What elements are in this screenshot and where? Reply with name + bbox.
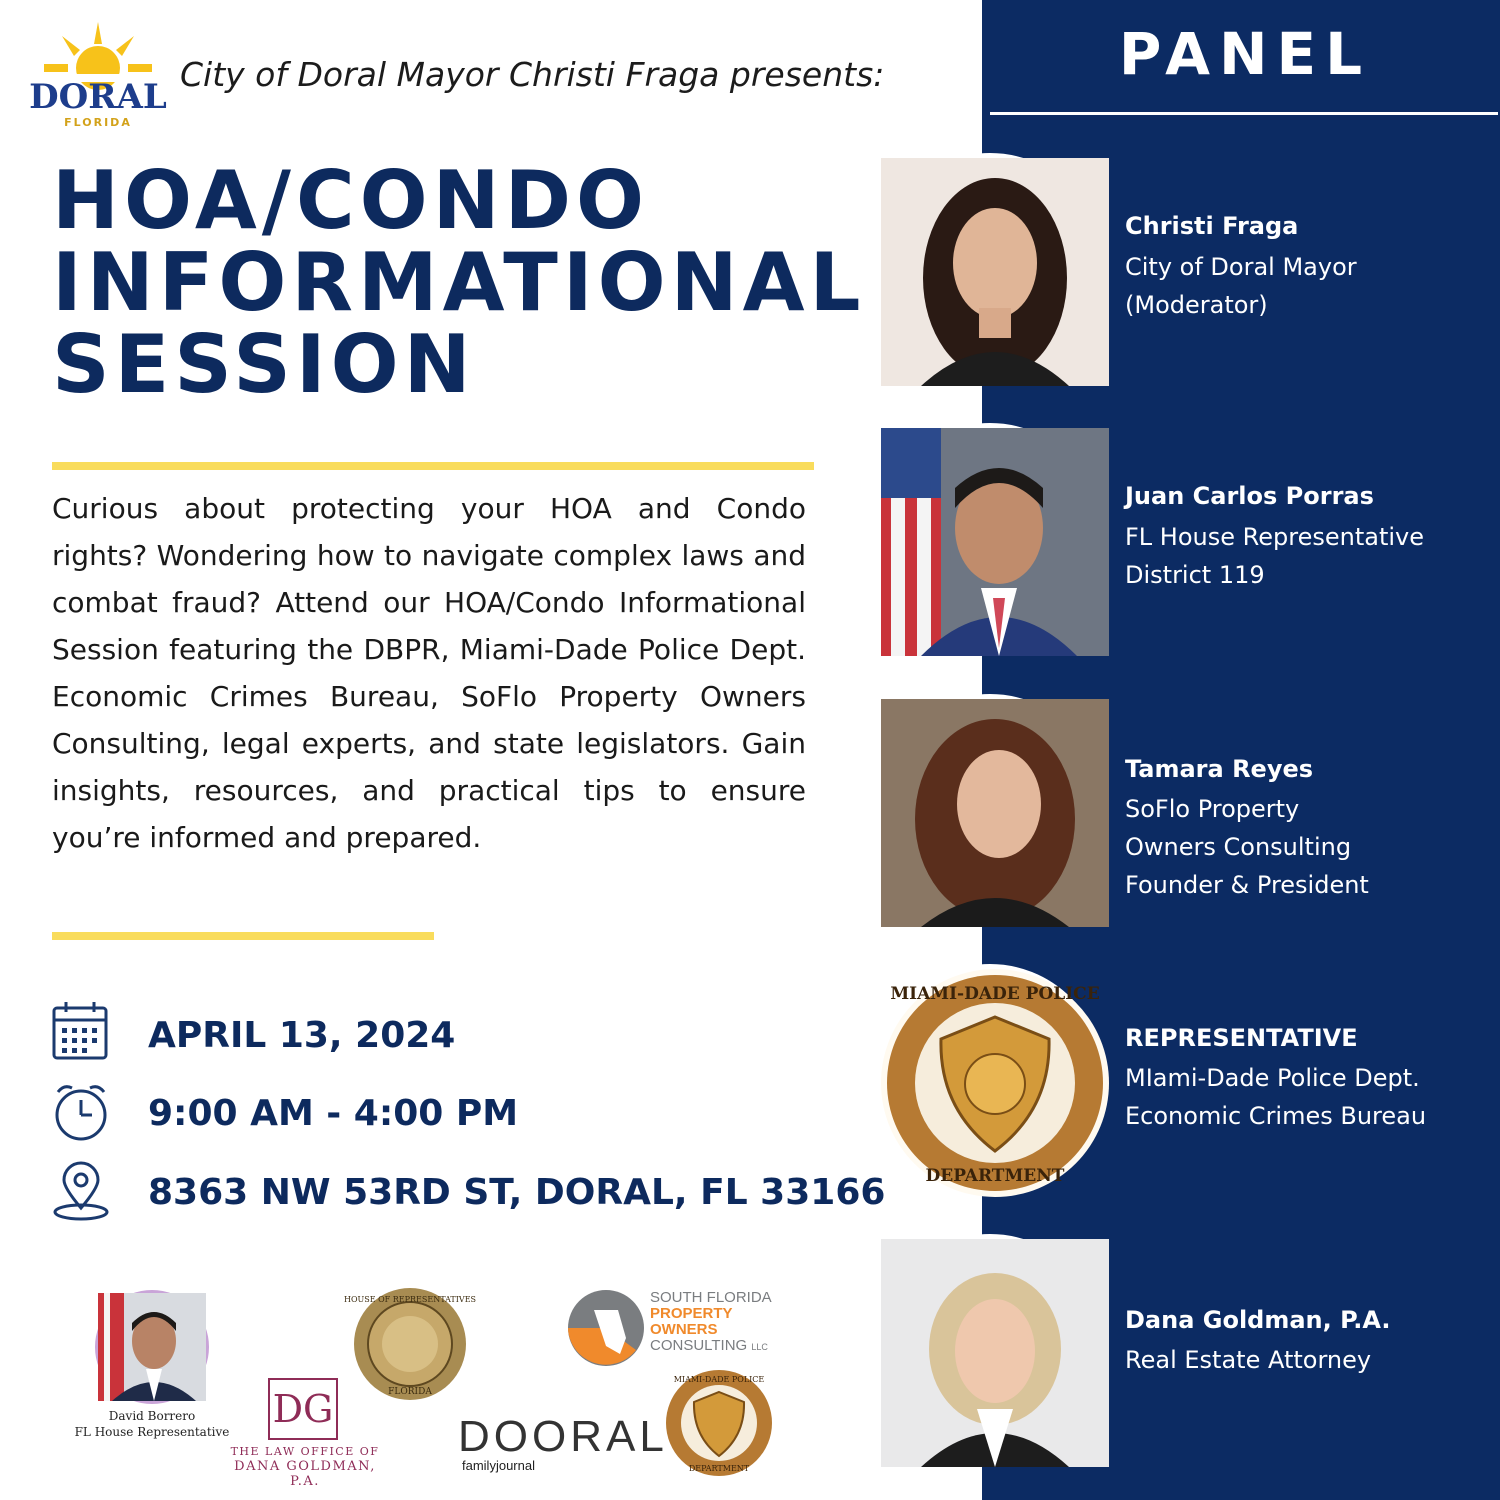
member-role: FL House Representative District 119 — [1125, 523, 1424, 589]
avatar-juan-carlos-porras — [876, 423, 1104, 651]
svg-text:MIAMI-DADE POLICE: MIAMI-DADE POLICE — [890, 984, 1100, 1004]
doral-logo — [22, 18, 174, 130]
event-title-line: INFORMATIONAL — [52, 236, 866, 329]
avatar-david-borrero — [95, 1290, 209, 1404]
doral-family-journal-logo: DOORAL — [458, 1412, 668, 1461]
borrero-title: FL House Representative — [74, 1425, 230, 1439]
event-title — [52, 154, 866, 411]
intro-text: City of Doral Mayor Christi Fraga presents: — [180, 55, 885, 94]
sfpo-line2: PROPERTY — [650, 1305, 733, 1322]
member-role: MIami-Dade Police Dept. Economic Crimes Bureau — [1125, 1064, 1427, 1130]
event-title-line: HOA/CONDO — [52, 154, 650, 247]
borrero-name: David Borrero — [108, 1409, 196, 1423]
house-seal-bottom-text: FLORIDA — [388, 1387, 432, 1397]
member-role: Real Estate Attorney — [1125, 1346, 1372, 1374]
doral-logo-text: DORAL — [29, 77, 167, 117]
avatar-dana-goldman — [876, 1234, 1104, 1462]
event-time: 9:00 AM - 4:00 PM — [148, 1093, 519, 1134]
sfpo-line4: CONSULTING — [650, 1337, 748, 1354]
event-address: 8363 NW 53RD ST, DORAL, FL 33166 — [148, 1172, 886, 1213]
member-name: Dana Goldman, P.A. — [1125, 1306, 1391, 1334]
house-of-representatives-seal — [343, 1286, 477, 1402]
accent-divider-bottom — [52, 932, 434, 940]
sfpo-line3: OWNERS — [650, 1321, 718, 1338]
avatar-tamara-reyes — [876, 694, 1104, 922]
member-name: REPRESENTATIVE — [1125, 1024, 1358, 1052]
event-title-line: SESSION — [52, 318, 476, 411]
dana-goldman-monogram: DG — [268, 1378, 338, 1440]
police-small-top: MIAMI-DADE POLICE — [673, 1375, 765, 1384]
sfpo-logo-text — [650, 1290, 772, 1355]
borrero-caption — [60, 1408, 244, 1440]
calendar-icon — [50, 1000, 112, 1062]
member-name: Tamara Reyes — [1125, 755, 1314, 783]
doral-family-journal-sub: familyjournal — [462, 1458, 535, 1473]
alarm-clock-icon — [50, 1080, 112, 1142]
accent-divider-top — [52, 462, 814, 470]
svg-text:DEPARTMENT: DEPARTMENT — [925, 1166, 1065, 1186]
panel-title: PANEL — [1118, 20, 1372, 88]
member-role: SoFlo Property Owners Consulting Founder & President — [1125, 795, 1369, 899]
dana-goldman-logo-text — [226, 1444, 384, 1489]
miami-dade-police-badge — [876, 964, 1104, 1192]
member-role: City of Doral Mayor (Moderator) — [1125, 253, 1357, 319]
member-name: Juan Carlos Porras — [1125, 482, 1374, 510]
avatar-christi-fraga — [876, 153, 1104, 381]
sfpo-logo-mark — [566, 1288, 646, 1368]
sfpo-line1: SOUTH FLORIDA — [650, 1289, 772, 1306]
event-date: APRIL 13, 2024 — [148, 1015, 456, 1056]
sfpo-llc: LLC — [751, 1342, 768, 1352]
panel-divider — [990, 112, 1498, 115]
dg-line2: DANA GOLDMAN, P.A. — [234, 1459, 376, 1489]
doral-logo-subtext: FLORIDA — [64, 116, 132, 129]
police-small-bottom: DEPARTMENT — [688, 1464, 750, 1473]
location-pin-icon — [50, 1160, 112, 1222]
miami-dade-police-small-badge — [664, 1368, 774, 1478]
event-description: Curious about protecting your HOA and Condo rights? Wondering how to navigate complex laws and combat fraud? Attend our HOA/Condo Informational Session featuring the DBPR, Miami-Dade Police Dept. Economic Crimes Bureau, SoFlo Property Owners Consulting, legal experts, and state legislators. Gain insights, resources, and practical tips to ensure you’re informed and prepared. — [52, 492, 806, 854]
member-name: Christi Fraga — [1125, 212, 1299, 240]
dg-line1: THE LAW OFFICE OF — [230, 1445, 380, 1458]
house-seal-top-text: HOUSE OF REPRESENTATIVES — [343, 1295, 477, 1304]
